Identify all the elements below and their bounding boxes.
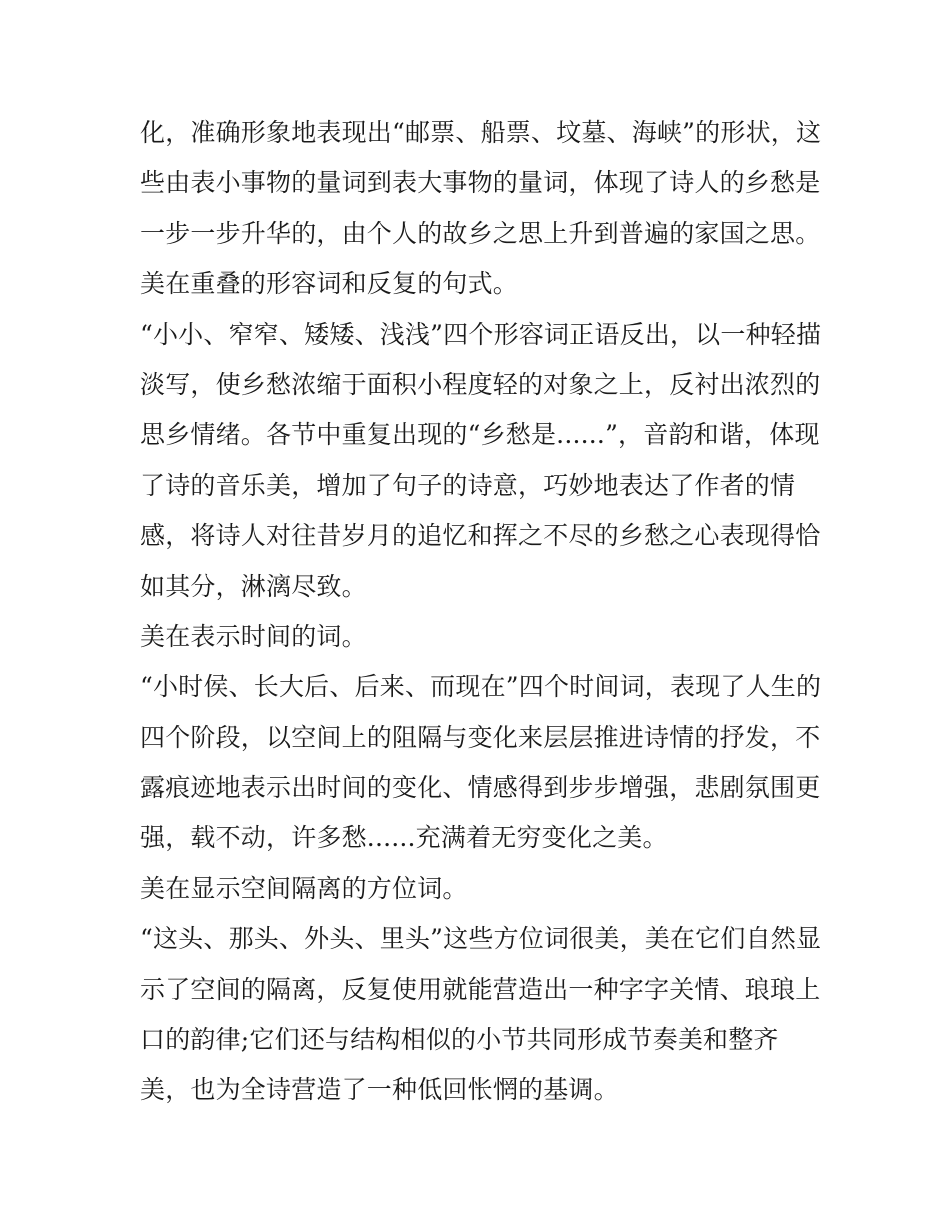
text-line: 感，将诗人对往昔岁月的追忆和挥之不尽的乡愁之心表现得恰 [140,521,821,551]
text-line: 思乡情绪。各节中重复出现的“乡愁是......”，音韵和谐，体现 [140,420,820,450]
text-line: 四个阶段，以空间上的阻隔与变化来层层推进诗情的抒发，不 [140,722,821,752]
text-line: “这头、那头、外头、里头”这些方位词很美，美在它们自然显 [140,924,822,954]
section-heading: 美在重叠的形容词和反复的句式。 [140,269,519,299]
text-line: 化，准确形象地表现出“邮票、船票、坟墓、海峡”的形状，这 [140,118,822,147]
text-line: 一步一步升华的，由个人的故乡之思上升到普遍的家国之思。 [140,218,821,248]
text-line: 了诗的音乐美，增加了句子的诗意，巧妙地表达了作者的情 [140,470,796,500]
section-heading: 美在显示空间隔离的方位词。 [140,873,468,903]
text-line: 露痕迹地表示出时间的变化、情感得到步步增强，悲剧氛围更 [140,773,821,803]
body-text [140,108,830,1116]
section-heading: 美在表示时间的词。 [140,621,367,651]
text-line: 淡写，使乡愁浓缩于面积小程度轻的对象之上，反衬出浓烈的 [140,369,821,399]
text-line: “小小、窄窄、矮矮、浅浅”四个形容词正语反出，以一种轻描 [140,319,822,349]
text-line: 如其分，淋漓尽致。 [140,571,367,601]
text-line: 美，也为全诗营造了一种低回怅惘的基调。 [140,1075,619,1105]
text-line: 示了空间的隔离，反复使用就能营造出一种字字关情、琅琅上 [140,974,821,1004]
text-line: 些由表小事物的量词到表大事物的量词，体现了诗人的乡愁是 [140,168,821,198]
text-line: “小时侯、长大后、后来、而现在”四个时间词，表现了人生的 [140,672,822,702]
text-line: 口的韵律;它们还与结构相似的小节共同形成节奏美和整齐 [140,1025,779,1055]
text-line: 强，载不动，许多愁......充满着无穷变化之美。 [140,823,668,853]
